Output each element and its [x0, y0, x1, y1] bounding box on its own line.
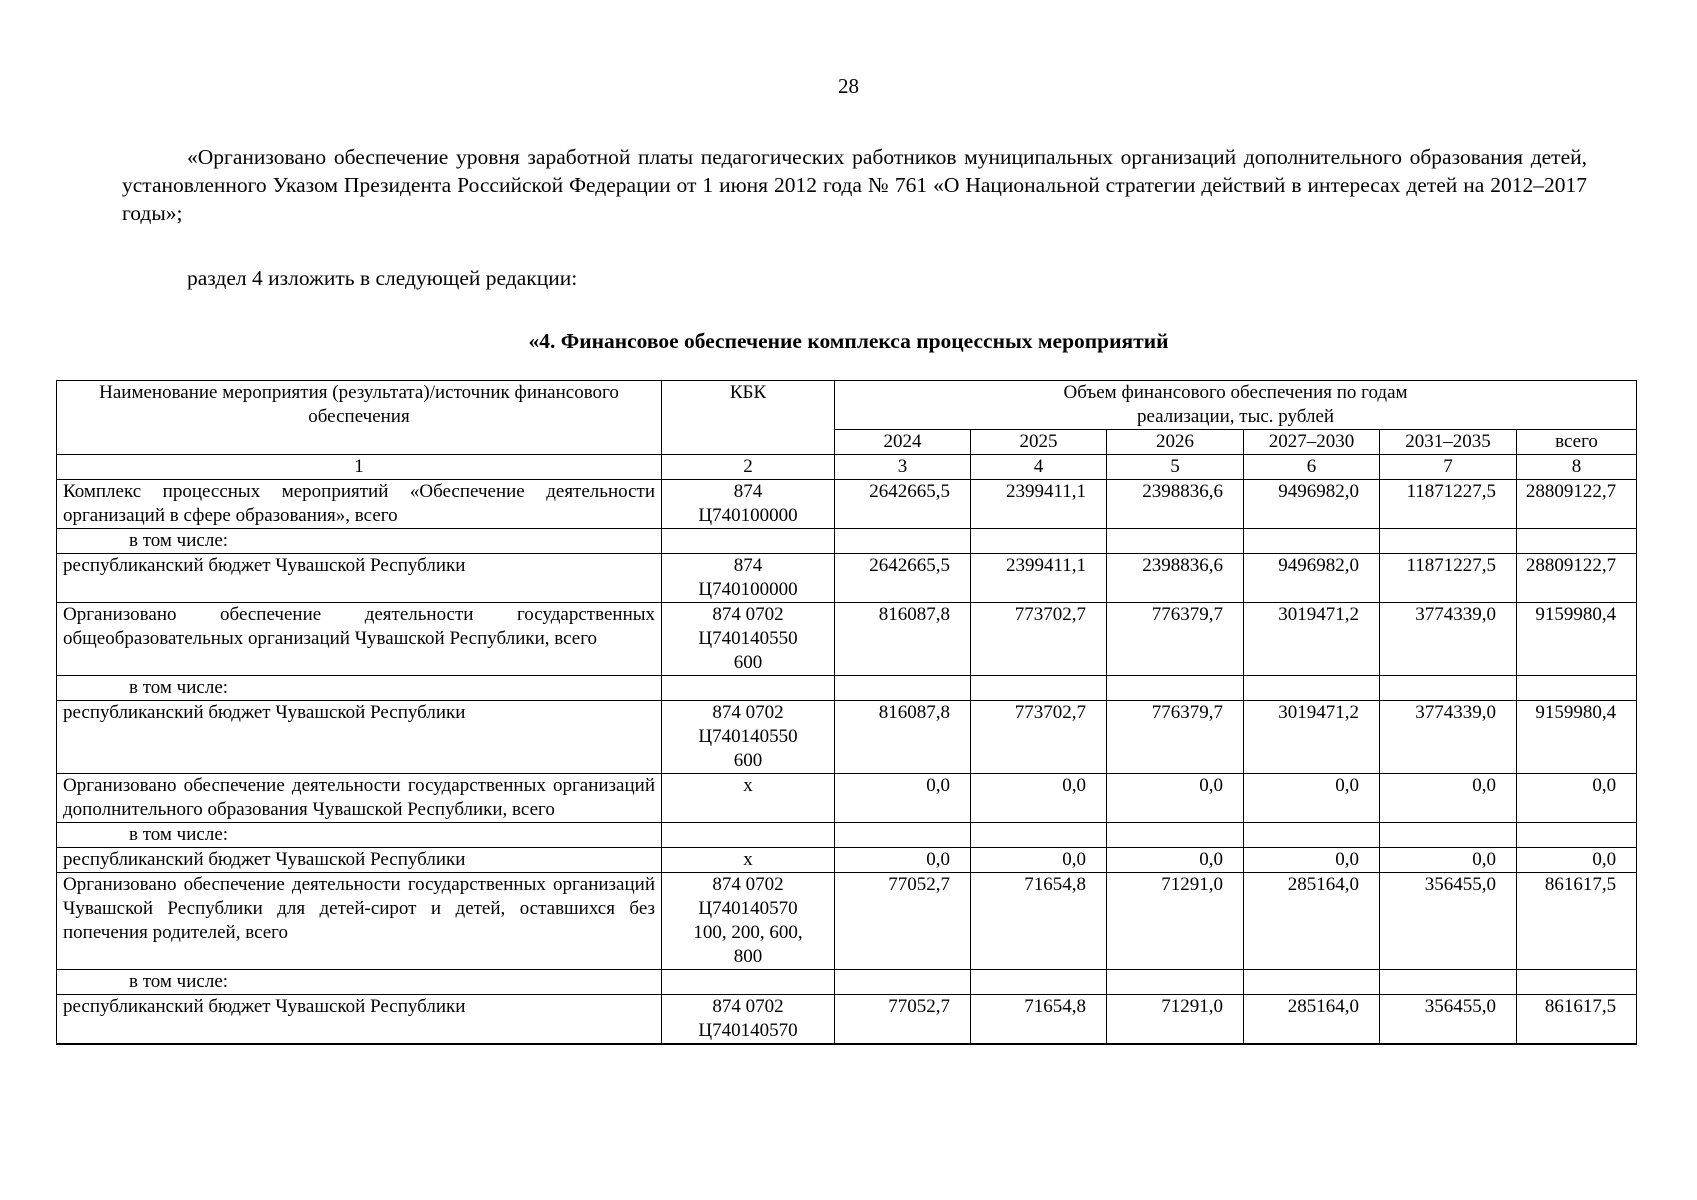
- row-kbk: 874 Ц740100000: [662, 480, 835, 529]
- row-value: 356455,0: [1380, 995, 1517, 1045]
- row-name: Комплекс процессных мероприятий «Обеспечение деятельности организаций в сфере образования», всего: [57, 480, 662, 529]
- row-value: 2642665,5: [835, 480, 971, 529]
- row-value: [971, 529, 1107, 554]
- column-number: 1: [57, 455, 662, 480]
- header-volume-col: Объем финансового обеспечения по годам реализации, тыс. рублей: [835, 381, 1637, 430]
- row-kbk: [662, 529, 835, 554]
- column-number: 3: [835, 455, 971, 480]
- row-value: 0,0: [1517, 774, 1637, 823]
- header-name-col: Наименование мероприятия (результата)/источник финансового обеспечения: [57, 381, 662, 455]
- row-value: [1244, 823, 1380, 848]
- row-value: 773702,7: [971, 603, 1107, 676]
- row-value: [971, 970, 1107, 995]
- row-value: 11871227,5: [1380, 554, 1517, 603]
- row-value: 0,0: [1380, 774, 1517, 823]
- table-row: [57, 970, 1637, 995]
- header-year: 2024: [835, 430, 971, 455]
- row-value: [835, 529, 971, 554]
- row-value: 2642665,5: [835, 554, 971, 603]
- row-value: 776379,7: [1107, 603, 1244, 676]
- row-value: [835, 823, 971, 848]
- header-year: 2025: [971, 430, 1107, 455]
- row-value: [1244, 529, 1380, 554]
- row-value: 356455,0: [1380, 873, 1517, 970]
- row-name: республиканский бюджет Чувашской Республики: [57, 701, 662, 774]
- row-value: 776379,7: [1107, 701, 1244, 774]
- column-number: 4: [971, 455, 1107, 480]
- row-value: 2398836,6: [1107, 554, 1244, 603]
- row-value: 3774339,0: [1380, 701, 1517, 774]
- table-row: [57, 848, 1637, 873]
- row-value: 2399411,1: [971, 480, 1107, 529]
- financing-table: [56, 380, 1637, 1045]
- table-row: [57, 823, 1637, 848]
- row-subheading: в том числе:: [57, 529, 662, 554]
- row-kbk: [662, 676, 835, 701]
- table-row: [57, 603, 1637, 676]
- row-subheading: в том числе:: [57, 676, 662, 701]
- row-subheading: в том числе:: [57, 823, 662, 848]
- row-value: 9159980,4: [1517, 701, 1637, 774]
- intro-paragraph: «Организовано обеспечение уровня заработной платы педагогических работников муниципальных организаций дополнительного образования детей, установленного Указом Президента Российской Федерации от 1 июня 2012 года № 761 «О Национальной стратегии действий в интересах детей на 2012–2017 годы»;: [122, 145, 1587, 225]
- row-value: [1107, 529, 1244, 554]
- row-name: Организовано обеспечение деятельности государственных организаций Чувашской Республики для детей-сирот и детей, оставшихся без попечения родителей, всего: [57, 873, 662, 970]
- row-value: 816087,8: [835, 603, 971, 676]
- table-row: [57, 701, 1637, 774]
- row-value: 3019471,2: [1244, 701, 1380, 774]
- table-row: [57, 873, 1637, 970]
- row-value: 71654,8: [971, 873, 1107, 970]
- row-value: 0,0: [1244, 848, 1380, 873]
- row-value: 285164,0: [1244, 995, 1380, 1045]
- header-row-numbers: [57, 455, 1637, 480]
- row-kbk: 874 0702 Ц740140550 600: [662, 701, 835, 774]
- row-value: [1380, 676, 1517, 701]
- row-value: [1380, 823, 1517, 848]
- row-kbk: 874 Ц740100000: [662, 554, 835, 603]
- row-value: 2398836,6: [1107, 480, 1244, 529]
- header-year: 2026: [1107, 430, 1244, 455]
- row-subheading: в том числе:: [57, 970, 662, 995]
- row-value: 71654,8: [971, 995, 1107, 1045]
- column-number: 2: [662, 455, 835, 480]
- row-value: 28809122,7: [1517, 480, 1637, 529]
- table-row: [57, 676, 1637, 701]
- amendment-line: раздел 4 изложить в следующей редакции:: [187, 266, 578, 290]
- row-value: [1380, 529, 1517, 554]
- row-kbk: 874 0702 Ц740140570: [662, 995, 835, 1045]
- table-row: [57, 995, 1637, 1045]
- row-value: [971, 823, 1107, 848]
- row-name: республиканский бюджет Чувашской Республики: [57, 995, 662, 1045]
- page-number: 28: [838, 74, 859, 98]
- row-value: [1107, 823, 1244, 848]
- row-value: 816087,8: [835, 701, 971, 774]
- row-value: [1517, 823, 1637, 848]
- column-number: 6: [1244, 455, 1380, 480]
- row-kbk: 874 0702 Ц740140550 600: [662, 603, 835, 676]
- row-value: 773702,7: [971, 701, 1107, 774]
- row-value: [1517, 676, 1637, 701]
- row-value: 0,0: [971, 774, 1107, 823]
- row-value: [1517, 529, 1637, 554]
- row-value: [1244, 676, 1380, 701]
- row-value: 0,0: [1107, 774, 1244, 823]
- header-year: 2027–2030: [1244, 430, 1380, 455]
- row-value: 11871227,5: [1380, 480, 1517, 529]
- row-value: 0,0: [1517, 848, 1637, 873]
- header-kbk-col: КБК: [662, 381, 835, 455]
- row-kbk: 874 0702 Ц740140570 100, 200, 600, 800: [662, 873, 835, 970]
- row-name: Организовано обеспечение деятельности государственных организаций дополнительного образования Чувашской Республики, всего: [57, 774, 662, 823]
- table-row: [57, 554, 1637, 603]
- table-row: [57, 480, 1637, 529]
- row-value: 9159980,4: [1517, 603, 1637, 676]
- row-kbk: х: [662, 848, 835, 873]
- row-value: 9496982,0: [1244, 480, 1380, 529]
- header-row-1: [57, 381, 1637, 430]
- row-name: республиканский бюджет Чувашской Республики: [57, 848, 662, 873]
- row-value: 77052,7: [835, 995, 971, 1045]
- table-row: [57, 529, 1637, 554]
- row-value: 3774339,0: [1380, 603, 1517, 676]
- row-value: 0,0: [1380, 848, 1517, 873]
- row-value: 28809122,7: [1517, 554, 1637, 603]
- row-kbk: [662, 970, 835, 995]
- section-title: «4. Финансовое обеспечение комплекса процессных мероприятий: [528, 329, 1169, 353]
- column-number: 7: [1380, 455, 1517, 480]
- row-value: [1380, 970, 1517, 995]
- row-value: 861617,5: [1517, 873, 1637, 970]
- row-value: 9496982,0: [1244, 554, 1380, 603]
- row-kbk: х: [662, 774, 835, 823]
- column-number: 8: [1517, 455, 1637, 480]
- row-value: [1107, 676, 1244, 701]
- row-kbk: [662, 823, 835, 848]
- row-value: 0,0: [835, 848, 971, 873]
- row-value: [1244, 970, 1380, 995]
- table-row: [57, 774, 1637, 823]
- row-value: 0,0: [1244, 774, 1380, 823]
- row-value: 3019471,2: [1244, 603, 1380, 676]
- row-value: 71291,0: [1107, 995, 1244, 1045]
- row-name: республиканский бюджет Чувашской Республики: [57, 554, 662, 603]
- header-year: всего: [1517, 430, 1637, 455]
- table-body: [57, 381, 1637, 1045]
- row-value: [1517, 970, 1637, 995]
- row-value: 71291,0: [1107, 873, 1244, 970]
- row-value: 0,0: [971, 848, 1107, 873]
- header-year: 2031–2035: [1380, 430, 1517, 455]
- row-value: 2399411,1: [971, 554, 1107, 603]
- row-value: [835, 676, 971, 701]
- row-name: Организовано обеспечение деятельности государственных общеобразовательных организаций Чувашской Республики, всего: [57, 603, 662, 676]
- row-value: [835, 970, 971, 995]
- row-value: [1107, 970, 1244, 995]
- row-value: 77052,7: [835, 873, 971, 970]
- row-value: 0,0: [1107, 848, 1244, 873]
- row-value: 861617,5: [1517, 995, 1637, 1045]
- row-value: 0,0: [835, 774, 971, 823]
- row-value: 285164,0: [1244, 873, 1380, 970]
- column-number: 5: [1107, 455, 1244, 480]
- row-value: [971, 676, 1107, 701]
